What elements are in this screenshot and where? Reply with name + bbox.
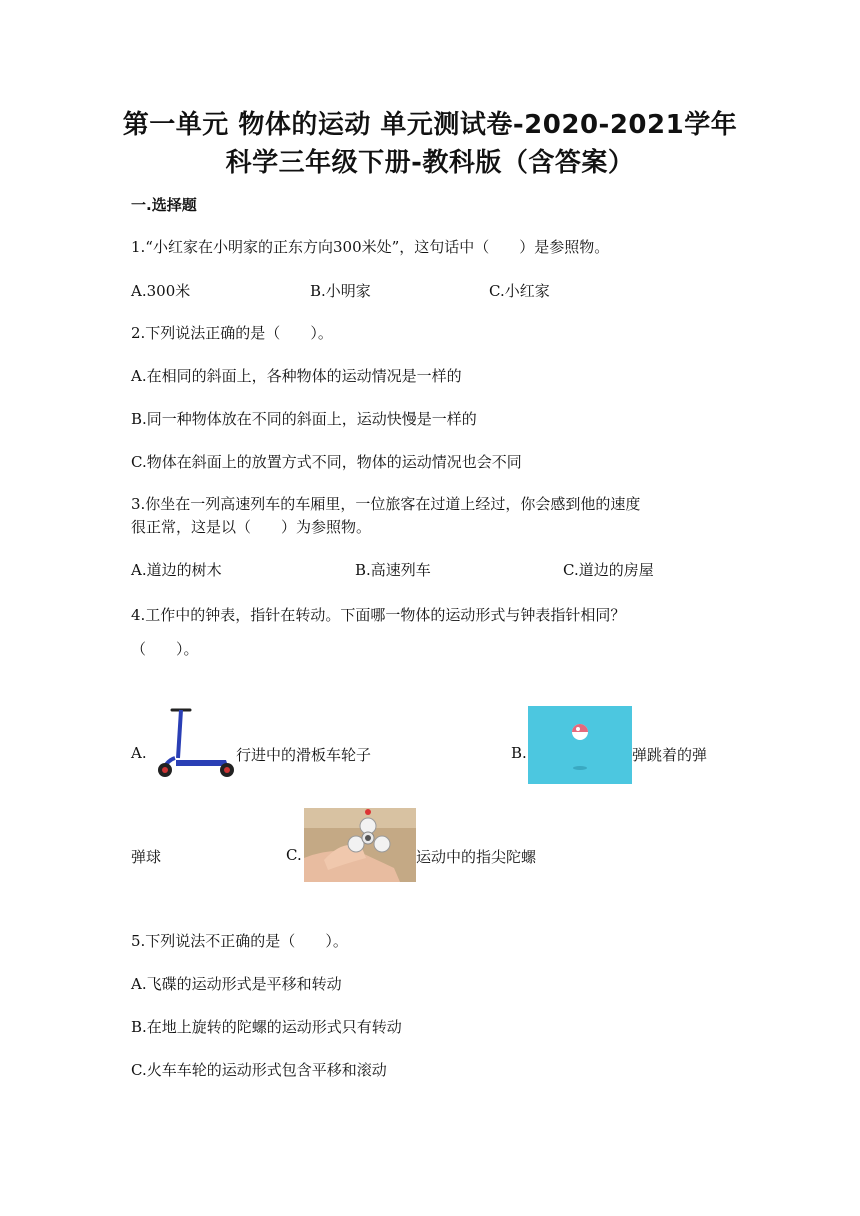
question-3-option-b: B.高速列车 xyxy=(355,561,431,579)
question-5-stem: 5.下列说法不正确的是（ ）。 xyxy=(131,932,348,950)
question-2-stem: 2.下列说法正确的是（ ）。 xyxy=(131,324,333,342)
question-5-option-c: C.火车车轮的运动形式包含平移和滚动 xyxy=(131,1061,387,1079)
question-2-option-b: B.同一种物体放在不同的斜面上，运动快慢是一样的 xyxy=(131,410,477,428)
fidget-spinner-image xyxy=(304,808,416,882)
question-3-stem-line1: 3.你坐在一列高速列车的车厢里，一位旅客在过道上经过，你会感到他的速度 xyxy=(131,495,641,513)
page-title-line1: 第一单元 物体的运动 单元测试卷-2020-2021学年 xyxy=(122,110,738,140)
question-4-option-b-text: 弹跳着的弹 xyxy=(632,746,708,764)
question-2-option-c: C.物体在斜面上的放置方式不同，物体的运动情况也会不同 xyxy=(131,453,522,471)
question-4-option-b-prefix: B. xyxy=(511,744,527,762)
question-4-option-c-prefix: C. xyxy=(286,846,302,864)
question-3-stem-line2: 很正常，这是以（ ）为参照物。 xyxy=(131,518,372,536)
question-3-option-c: C.道边的房屋 xyxy=(563,561,654,579)
question-4-option-b-text-cont: 弹球 xyxy=(131,848,162,866)
question-4-stem-line2: （ ）。 xyxy=(131,640,199,658)
bouncing-ball-image xyxy=(528,706,632,784)
section-heading: 一.选择题 xyxy=(131,196,197,214)
scooter-image xyxy=(150,700,236,782)
question-2-option-a: A.在相同的斜面上，各种物体的运动情况是一样的 xyxy=(131,367,462,385)
question-5-option-a: A.飞碟的运动形式是平移和转动 xyxy=(131,975,342,993)
question-1-option-b: B.小明家 xyxy=(310,282,371,300)
question-1-option-a: A.300米 xyxy=(131,282,191,300)
question-1-stem: 1.“小红家在小明家的正东方向300米处”，这句话中（ ）是参照物。 xyxy=(131,238,610,256)
question-5-option-b: B.在地上旋转的陀螺的运动形式只有转动 xyxy=(131,1018,402,1036)
question-3-option-a: A.道边的树木 xyxy=(131,561,222,579)
question-4-option-c-text: 运动中的指尖陀螺 xyxy=(416,848,537,866)
question-1-option-c: C.小红家 xyxy=(489,282,550,300)
question-4-option-a-text: 行进中的滑板车轮子 xyxy=(236,746,372,764)
question-4-stem-line1: 4.工作中的钟表，指针在转动。下面哪一物体的运动形式与钟表指针相同？ xyxy=(131,606,626,624)
page-title-line2: 科学三年级下册-教科版（含答案） xyxy=(225,148,635,178)
question-4-option-a-prefix: A. xyxy=(131,744,147,762)
